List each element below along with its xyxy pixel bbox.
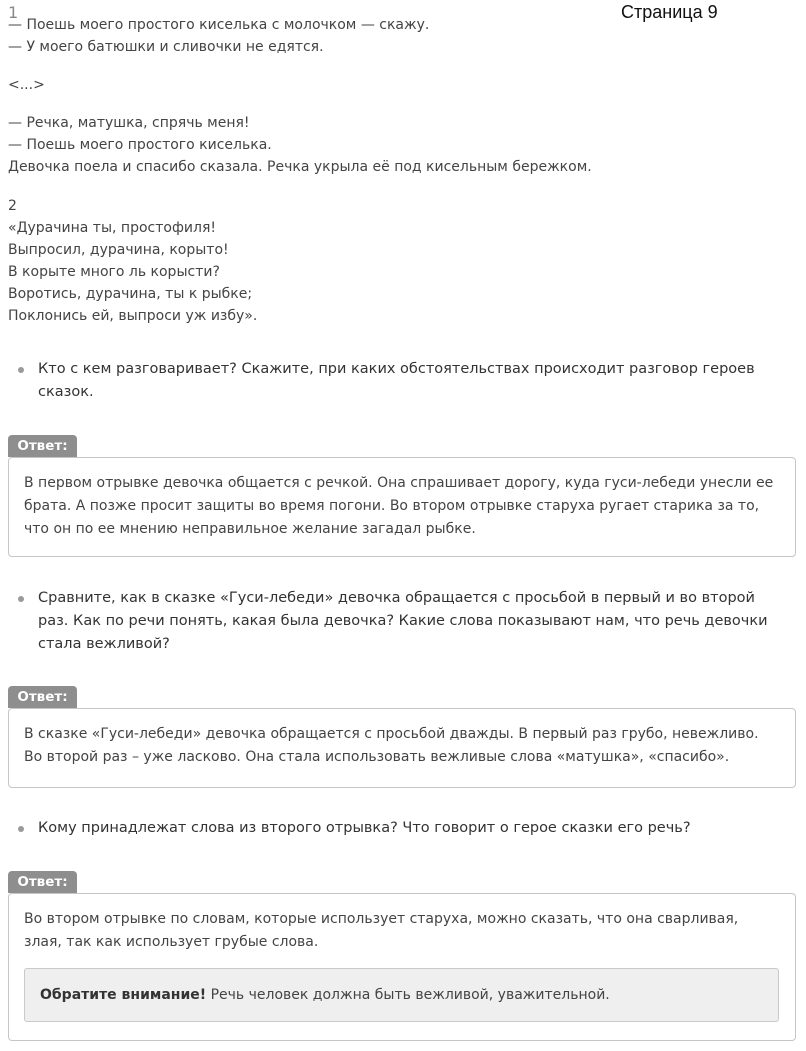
question-text: Кому принадлежат слова из второго отрывка? Что говорит о герое сказки его речь? bbox=[38, 820, 691, 836]
excerpt-line: — Поешь моего простого киселька. bbox=[8, 137, 272, 153]
excerpt-line: Воротись, дурачина, ты к рыбке; bbox=[8, 286, 253, 302]
excerpt-line bbox=[8, 96, 592, 112]
excerpt-line: Поклонись ей, выпроси уж избу». bbox=[8, 308, 258, 324]
answer-text: Во втором отрывке по словам, которые использует старуха, можно сказать, что она сварливая, злая, так как использует грубые слова. bbox=[24, 911, 739, 950]
question-text: Кто с кем разговаривает? Скажите, при каких обстоятельствах происходит разговор героев сказок. bbox=[38, 361, 755, 400]
excerpt-1 bbox=[8, 14, 592, 178]
answer-box bbox=[8, 457, 796, 557]
answer-label: Ответ: bbox=[8, 435, 77, 457]
answer-text: В первом отрывке девочка общается с речкой. Она спрашивает дорогу, куда гуси-лебеди унесли ее брата. А позже просит защиты во время погони. Во втором отрывке старуха ругает старика за то, что он по ее мнению неправильное желание загадал рыбке. bbox=[24, 475, 774, 537]
answer-box bbox=[8, 708, 796, 788]
answer-box bbox=[8, 893, 796, 1041]
excerpt-line: — У моего батюшки и сливочки не едятся. bbox=[8, 39, 324, 55]
question-item bbox=[18, 587, 778, 656]
answer-text: В сказке «Гуси-лебеди» девочка обращается с просьбой дважды. В первый раз грубо, невежливо. Во второй раз – уже ласково. Она стала использовать вежливые слова «матушка», «спасибо». bbox=[24, 726, 759, 765]
question-item bbox=[18, 817, 778, 840]
question-text: Сравните, как в сказке «Гуси-лебеди» девочка обращается с просьбой в первый и во второй раз. Как по речи понять, какая была девочка? Какие слова показывают нам, что речь девочки стала вежливой? bbox=[38, 590, 768, 652]
excerpt-line: В корыте много ль корысти? bbox=[8, 264, 220, 280]
excerpt-1-number: 1 bbox=[8, 3, 19, 22]
page-label: Страница 9 bbox=[621, 2, 718, 22]
note-box bbox=[24, 968, 779, 1022]
excerpt-ellipsis: <...> bbox=[8, 77, 45, 93]
excerpt-line: — Поешь моего простого киселька с молочком — скажу. bbox=[8, 17, 430, 33]
excerpt-line: — Речка, матушка, спрячь меня! bbox=[8, 115, 250, 131]
answer-label: Ответ: bbox=[8, 871, 77, 893]
excerpt-line: «Дурачина ты, простофиля! bbox=[8, 220, 216, 236]
note-text: Речь человек должна быть вежливой, уважительной. bbox=[206, 987, 610, 1003]
question-item bbox=[18, 358, 778, 404]
bullet-icon bbox=[18, 826, 24, 832]
excerpt-line: Выпросил, дурачина, корыто! bbox=[8, 242, 229, 258]
excerpt-2 bbox=[8, 195, 257, 327]
excerpt-line bbox=[8, 58, 592, 74]
bullet-icon bbox=[18, 367, 24, 373]
excerpt-2-number: 2 bbox=[8, 198, 17, 214]
bullet-icon bbox=[18, 596, 24, 602]
note-title: Обратите внимание! bbox=[40, 987, 207, 1003]
excerpt-line: Девочка поела и спасибо сказала. Речка укрыла её под кисельным бережком. bbox=[8, 159, 592, 175]
answer-label: Ответ: bbox=[8, 686, 77, 708]
